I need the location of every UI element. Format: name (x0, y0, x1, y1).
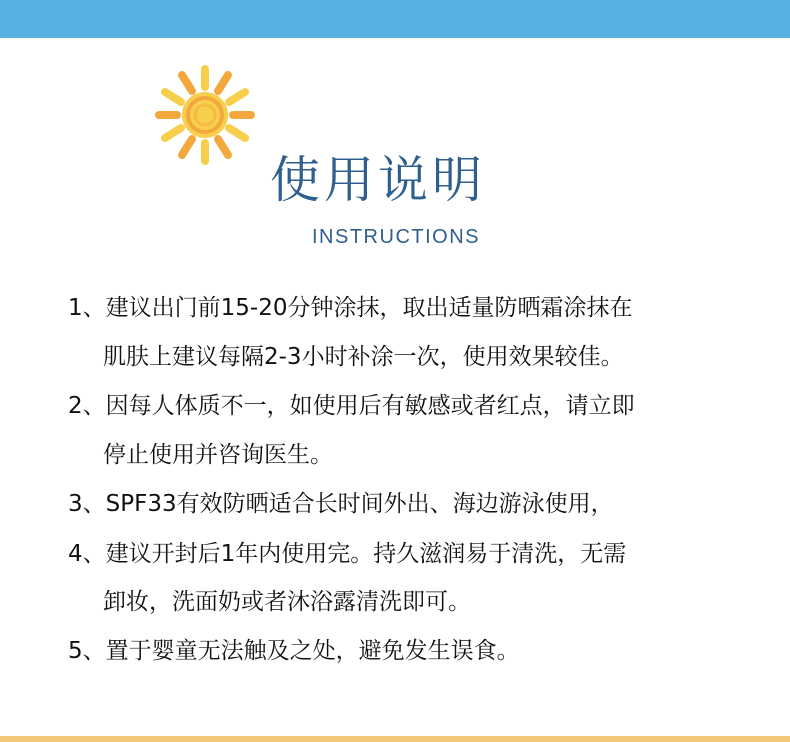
bottom-accent-line (0, 736, 790, 742)
instruction-line-6: 4、建议开封后1年内使用完。持久滋润易于清洗，无需 (68, 541, 627, 567)
page-title: 使用说明 (270, 151, 486, 209)
instruction-line-2: 肌肤上建议每隔2-3小时补涂一次，使用效果较佳。 (103, 344, 624, 370)
instruction-line-1: 1、建议出门前15-20分钟涂抹，取出适量防晒霜涂抹在 (68, 295, 633, 321)
instruction-line-3: 2、因每人体质不一，如使用后有敏感或者红点，请立即 (68, 393, 635, 419)
page-subtitle: INSTRUCTIONS (312, 226, 480, 248)
instruction-line-4: 停止使用并咨询医生。 (103, 442, 333, 468)
instruction-line-5: 3、SPF33有效防晒适合长时间外出、海边游泳使用， (68, 491, 614, 517)
instruction-line-8: 5、置于婴童无法触及之处，避免发生误食。 (68, 638, 520, 664)
instruction-line-7: 卸妆，洗面奶或者沐浴露清洗即可。 (103, 589, 471, 615)
